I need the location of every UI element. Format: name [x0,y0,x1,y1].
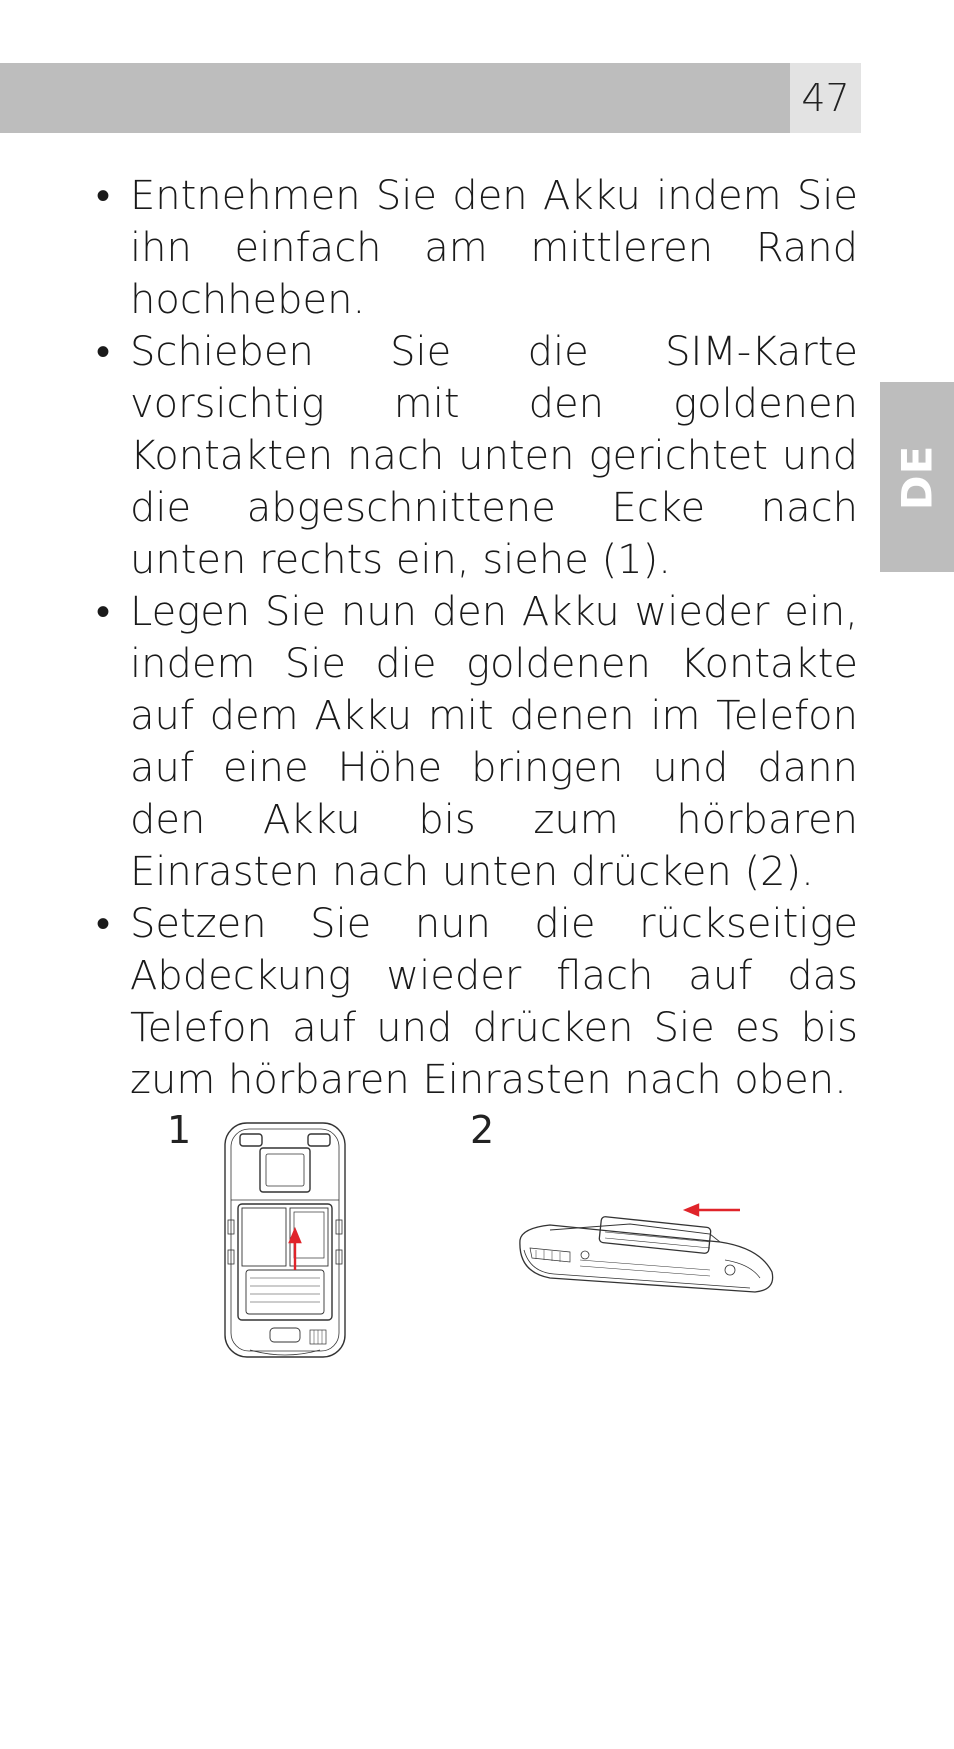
instruction-text: Schieben Sie die SIM-Karte vorsichtig mit den goldenen Kontakten nach unten gerichtet und die abgeschnittene Ecke nach unten rechts ein, siehe (1). [130,329,858,583]
language-tab [880,382,954,572]
instruction-item-attach-cover [96,898,858,1106]
figure-2-label: 2 [470,1108,495,1152]
instruction-item-insert-sim [96,326,858,586]
instruction-list [96,170,858,1106]
instruction-item-insert-battery [96,586,858,898]
bullet-icon: • [96,589,111,635]
instruction-text: Setzen Sie nun die rückseitige Abdeckung wieder flach auf das Telefon auf und drücken Sie es bis zum hörbaren Einrasten nach oben. [130,901,858,1103]
instruction-text: Entnehmen Sie den Akku indem Sie ihn einfach am mittleren Rand hochheben. [130,173,858,323]
instructions-content [96,170,858,1106]
bullet-icon: • [96,173,111,219]
page-number: 47 [790,63,861,133]
bullet-icon: • [96,329,111,375]
bullet-icon: • [96,901,111,947]
battery-insertion-illustration [510,1200,780,1320]
figure-1-label: 1 [167,1108,192,1152]
instruction-item-remove-battery [96,170,858,326]
instruction-text: Legen Sie nun den Akku wieder ein, indem Sie die goldenen Kontakte auf dem Akku mit denen im Telefon auf eine Höhe bringen und dann den Akku bis zum hörbaren Einrasten nach unten drücken (2). [130,589,858,895]
language-tab-label: DE [892,444,942,510]
phone-back-sim-illustration [220,1120,350,1360]
figures-area [0,1100,954,1380]
header-bar [0,63,790,133]
